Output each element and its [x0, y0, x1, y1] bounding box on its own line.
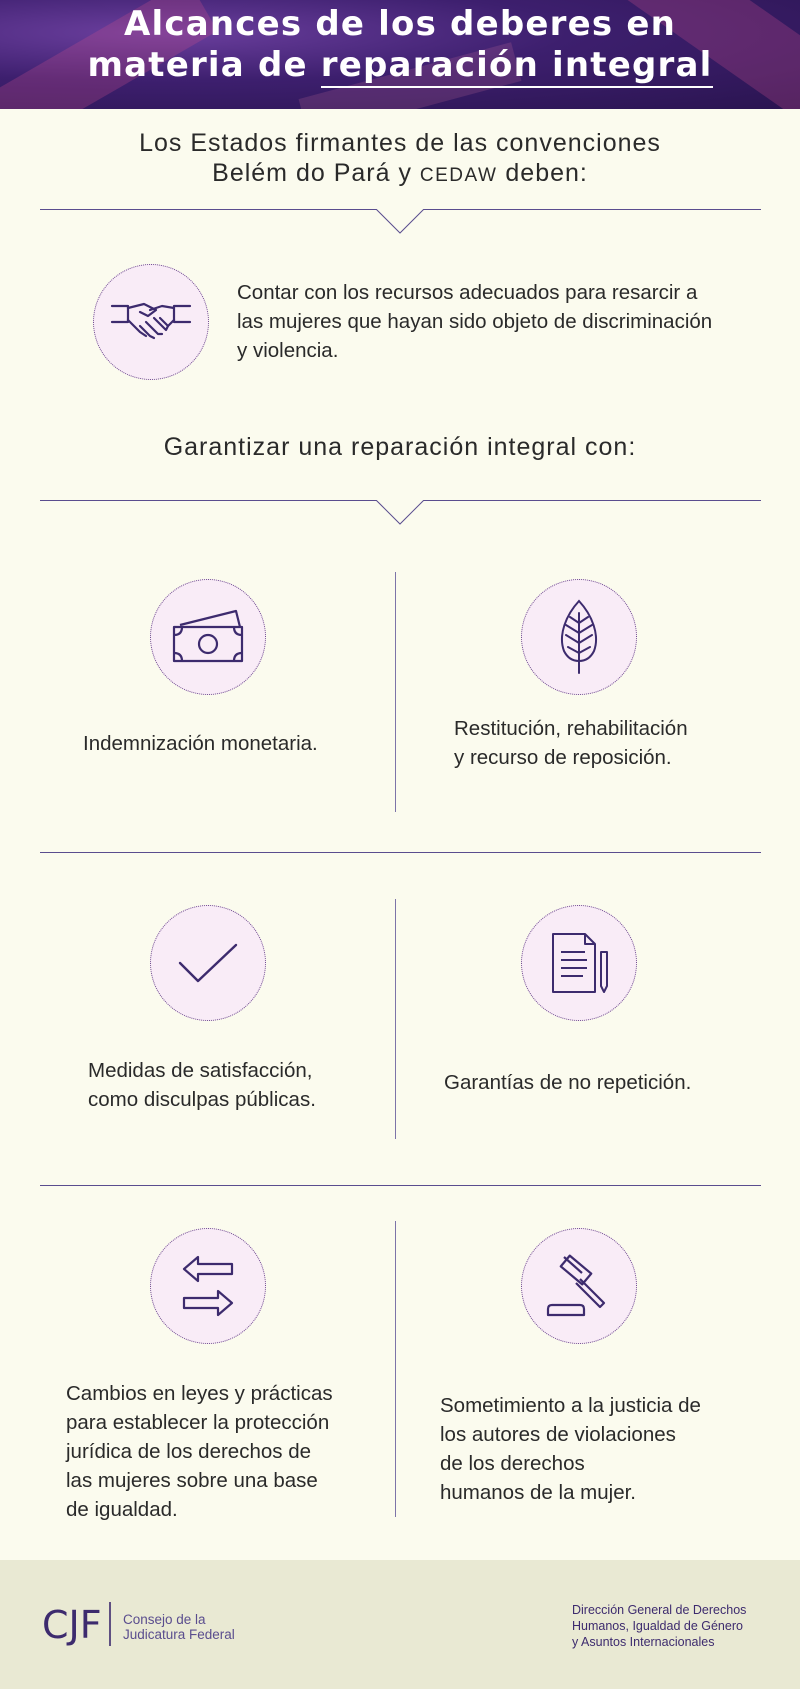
measure-line: y recurso de reposición.	[454, 746, 672, 769]
org-line-2: Judicatura Federal	[123, 1627, 235, 1642]
handshake-icon	[110, 296, 192, 348]
directorate-line-2: Humanos, Igualdad de Género	[572, 1619, 743, 1633]
org-line-1: Consejo de la	[123, 1612, 206, 1627]
intro-cedaw: CEDAW	[419, 165, 498, 186]
measure-text-1	[83, 729, 318, 758]
duty-line-3: y violencia.	[237, 339, 339, 362]
measure-line: Medidas de satisfacción,	[88, 1059, 313, 1082]
duty-line-1: Contar con los recursos adecuados para resarcir a	[237, 281, 698, 304]
leaf-icon	[554, 597, 604, 677]
duty-line-2: las mujeres que hayan sido objeto de discriminación	[237, 310, 713, 333]
measure-line: Garantías de no repetición.	[444, 1071, 692, 1094]
exchange-arrows-icon	[180, 1253, 236, 1319]
measure-line: jurídica de los derechos de	[66, 1440, 312, 1463]
measure-line: Indemnización monetaria.	[83, 732, 318, 755]
divider	[40, 852, 761, 853]
gavel-icon	[544, 1253, 614, 1319]
money-icon	[170, 607, 246, 667]
section-subtitle: Garantizar una reparación integral con:	[163, 433, 637, 461]
intro-line-1: Los Estados firmantes de las convenciones	[139, 129, 661, 157]
logo-mark: CJF	[42, 1603, 102, 1647]
chevron-down-icon	[376, 500, 424, 525]
title-line-2: materia de	[87, 45, 321, 85]
measure-line: de los derechos	[440, 1452, 585, 1475]
money-icon-circle	[150, 579, 266, 695]
measure-line: las mujeres sobre una base	[66, 1469, 318, 1492]
title-line-1: Alcances de los deberes en	[123, 4, 677, 44]
measure-line: humanos de la mujer.	[440, 1481, 637, 1504]
directorate-line-3: y Asuntos Internacionales	[572, 1635, 715, 1649]
column-divider	[395, 899, 396, 1139]
measure-text-3	[88, 1056, 316, 1114]
measure-line: Restitución, rehabilitación	[454, 717, 688, 740]
measure-line: como disculpas públicas.	[88, 1088, 316, 1111]
header-banner	[0, 0, 800, 109]
cjf-logo	[42, 1600, 114, 1648]
title-highlight: reparación integral	[321, 45, 713, 88]
checkmark-icon-circle	[150, 905, 266, 1021]
checkmark-icon	[176, 939, 240, 987]
measure-line: Sometimiento a la justicia de	[440, 1394, 701, 1417]
measure-text-6	[440, 1391, 701, 1507]
intro-line-2	[0, 158, 800, 191]
leaf-icon-circle	[521, 579, 637, 695]
measure-line: los autores de violaciones	[440, 1423, 676, 1446]
intro-line-2-a: Belém do Pará y	[212, 159, 420, 187]
measure-text-2	[454, 714, 688, 772]
org-name	[123, 1612, 235, 1642]
column-divider	[395, 572, 396, 812]
divider	[40, 1185, 761, 1186]
handshake-icon-circle	[93, 264, 209, 380]
directorate-line-1: Dirección General de Derechos	[572, 1603, 747, 1617]
measure-line: Cambios en leyes y prácticas	[66, 1382, 333, 1405]
intro-line-2-b: deben:	[497, 159, 588, 187]
directorate-name	[572, 1602, 746, 1650]
column-divider	[395, 1221, 396, 1517]
exchange-arrows-icon-circle	[150, 1228, 266, 1344]
document-pencil-icon	[547, 930, 611, 996]
page-title	[0, 4, 800, 86]
chevron-down-icon	[376, 209, 424, 234]
measure-text-5	[66, 1379, 333, 1524]
gavel-icon-circle	[521, 1228, 637, 1344]
measure-line: de igualdad.	[66, 1498, 178, 1521]
intro-heading	[0, 128, 800, 191]
measure-line: para establecer la protección	[66, 1411, 330, 1434]
measure-text-4	[444, 1068, 691, 1097]
duty-text	[237, 278, 712, 365]
document-pencil-icon-circle	[521, 905, 637, 1021]
